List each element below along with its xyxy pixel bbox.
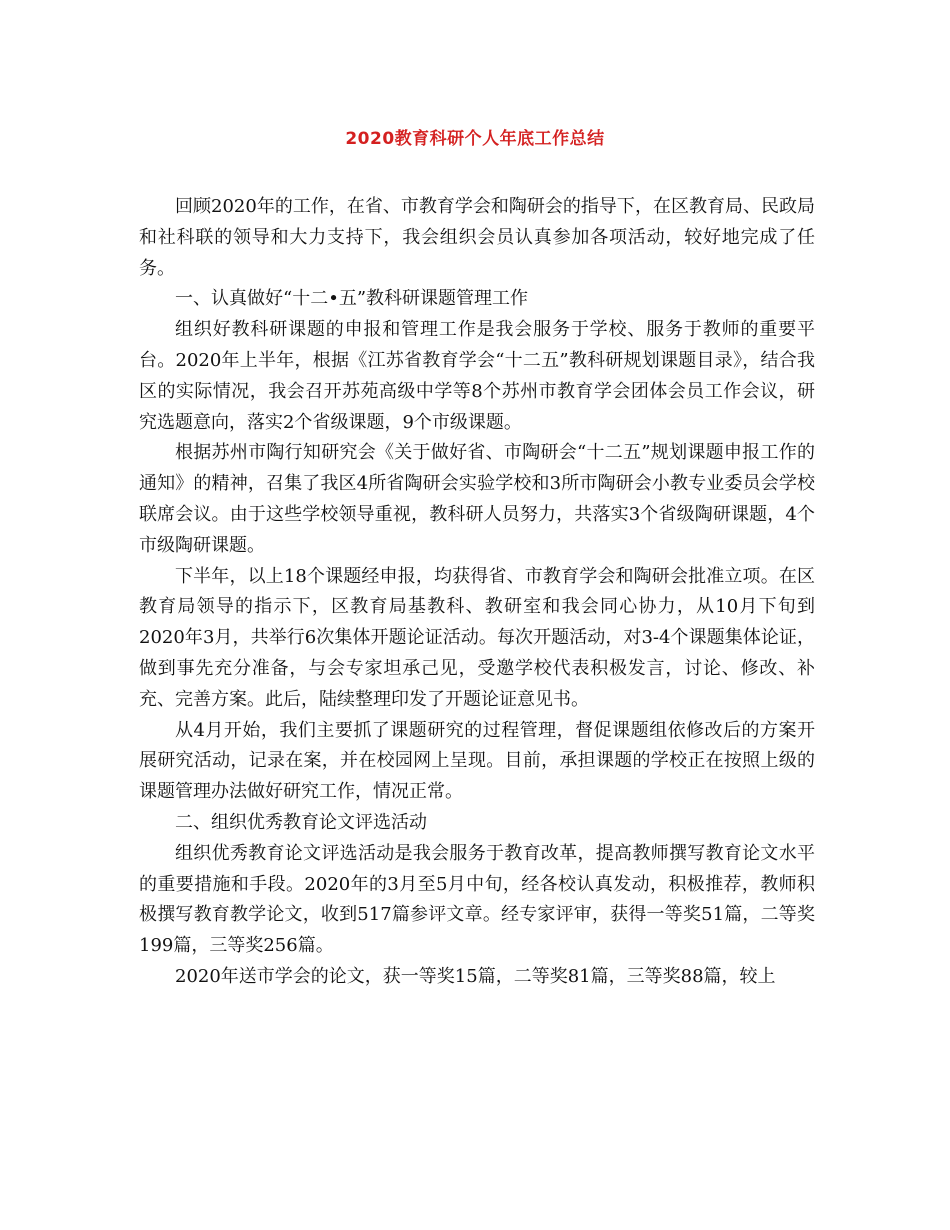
paragraph: 下半年，以上18个课题经申报，均获得省、市教育学会和陶研会批准立项。在区教育局领导的指示下，区教育局基教科、教研室和我会同心协力，从10月下旬到2020年3月，共举行6次集体开题论证活动。每次开题活动，对3-4个课题集体论证，做到事先充分准备，与会专家坦承己见，受邀学校代表积极发言，讨论、修改、补充、完善方案。此后，陆续整理印发了开题论证意见书。 [139, 565, 815, 710]
paragraph: 根据苏州市陶行知研究会《关于做好省、市陶研会“十二五”规划课题申报工作的通知》的精神，召集了我区4所省陶研会实验学校和3所市陶研会小教专业委员会学校联席会议。由于这些学校领导重视，教科研人员努力，共落实3个省级陶研课题，4个市级陶研课题。 [139, 442, 815, 556]
document-title: 2020教育科研个人年底工作总结 [345, 129, 605, 149]
document-body [139, 192, 815, 993]
paragraph-intro: 回顾2020年的工作，在省、市教育学会和陶研会的指导下，在区教育局、民政局和社科联的领导和大力支持下，我会组织会员认真参加各项活动，较好地完成了任务。 [139, 196, 815, 279]
paragraph: 组织好教科研课题的申报和管理工作是我会服务于学校、服务于教师的重要平台。2020年上半年，根据《江苏省教育学会“十二五”教科研规划课题目录》，结合我区的实际情况，我会召开苏苑高级中学等8个苏州市教育学会团体会员工作会议，研究选题意向，落实2个省级课题，9个市级课题。 [139, 319, 815, 433]
paragraph: 从4月开始，我们主要抓了课题研究的过程管理，督促课题组依修改后的方案开展研究活动，记录在案，并在校园网上呈现。目前，承担课题的学校正在按照上级的课题管理办法做好研究工作，情况正常。 [139, 719, 815, 803]
paragraph: 2020年送市学会的论文，获一等奖15篇，二等奖81篇，三等奖88篇，较上 [175, 965, 776, 987]
paragraph: 组织优秀教育论文评选活动是我会服务于教育改革，提高教师撰写教育论文水平的重要措施和手段。2020年的3月至5月中旬，经各校认真发动，积极推荐，教师积极撰写教育教学论文，收到517篇参评文章。经专家评审，获得一等奖51篇，二等奖199篇，三等奖256篇。 [139, 842, 815, 957]
section-heading-2: 二、组织优秀教育论文评选活动 [175, 811, 427, 833]
section-heading-1: 一、认真做好“十二•五”教科研课题管理工作 [175, 288, 529, 310]
